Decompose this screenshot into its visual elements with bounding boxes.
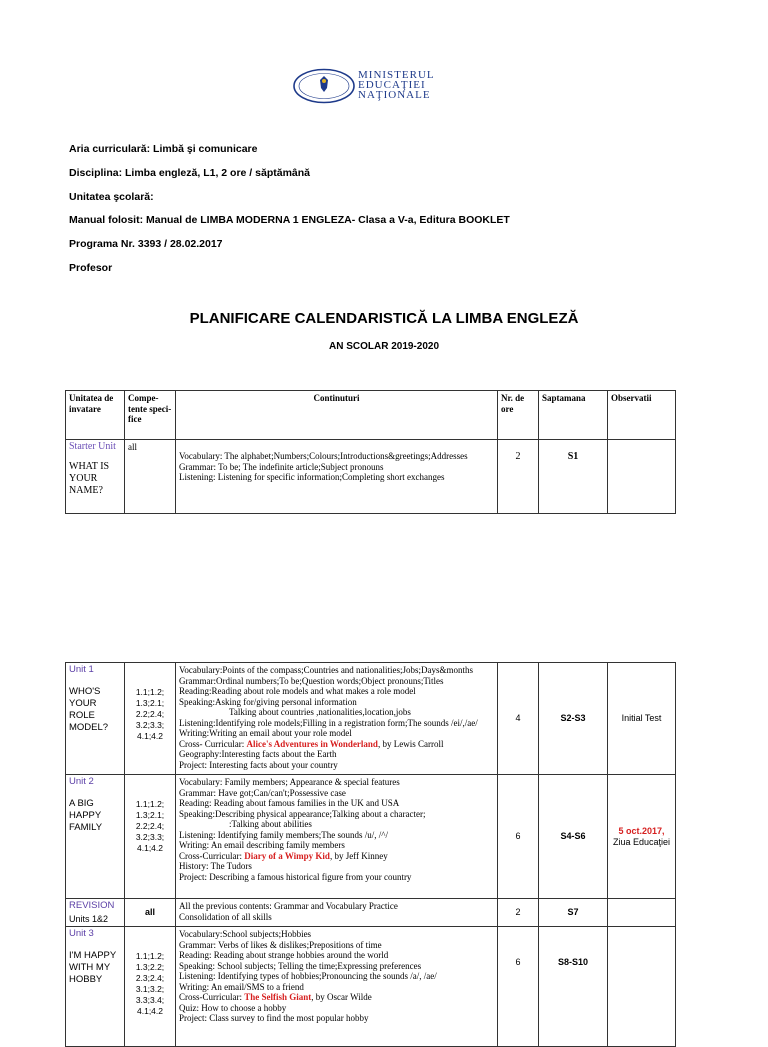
ministry-name	[358, 70, 435, 100]
planning-table-units	[65, 662, 676, 1047]
content-line: Vocabulary: Family members; Appearance & special features	[179, 777, 400, 787]
unit-title: WHAT IS YOUR NAME?	[69, 460, 110, 496]
ore-cell: 6	[498, 775, 539, 899]
content-line: History: The Tudors	[179, 861, 252, 871]
competenta: 3.2;3.3;	[135, 720, 165, 730]
observatii-cell	[608, 440, 676, 514]
content-line: Consolidation of all skills	[179, 911, 272, 922]
unit-name: Unit 3	[69, 928, 94, 939]
ore-cell: 6	[498, 927, 539, 1047]
competenta: 3.3;3.4;	[135, 995, 165, 1005]
aria-curriculara: Aria curriculară: Limbă şi comunicare	[69, 143, 258, 155]
competente-cell	[125, 663, 176, 775]
competenta: 3.2;3.3;	[135, 832, 165, 842]
ore-cell: 4	[498, 663, 539, 775]
content-line: All the previous contents: Grammar and Vocabulary Practice	[179, 901, 398, 911]
competente-cell: all	[125, 899, 176, 927]
competenta: 4.1;4.2	[137, 1006, 163, 1016]
content-line: Reading:Reading about role models and what makes a role model	[179, 686, 416, 696]
content-line: Speaking: School subjects; Telling the time;Expressing preferences	[179, 960, 422, 971]
content-line: Speaking:Describing physical appearance;Talking about a character;	[179, 808, 426, 819]
competenta: 3.1;3.2;	[135, 984, 165, 994]
unit-name: Unit 1	[69, 664, 94, 675]
unit-title: I'M HAPPY WITH MY HOBBY	[69, 949, 117, 985]
header-competente: Compe-tente speci-fice	[125, 391, 176, 440]
ore-cell: 2	[498, 899, 539, 927]
header-saptamana: Saptamana	[539, 391, 608, 440]
saptamana-cell: S4-S6	[539, 775, 608, 899]
cross-prefix: Cross- Curricular:	[179, 738, 247, 749]
content-cell	[176, 440, 498, 514]
manual-folosit: Manual folosit: Manual de LIMBA MODERNA 1 ENGLEZA- Clasa a V-a, Editura BOOKLET	[69, 214, 510, 226]
saptamana-cell: S2-S3	[539, 663, 608, 775]
header-nr-ore: Nr. de ore	[498, 391, 539, 440]
content-line: Listening: Identifying family members;The sounds /u/, /^/	[179, 829, 388, 840]
content-line: Quiz: How to choose a hobby	[179, 1002, 287, 1013]
cross-curricular-line	[179, 739, 494, 750]
unit-name: Starter Unit	[69, 441, 116, 452]
programa: Programa Nr. 3393 / 28.02.2017	[69, 238, 223, 250]
competente-cell: all	[125, 440, 176, 514]
observatii-cell: Initial Test	[608, 663, 676, 775]
unit-2-cell	[66, 775, 125, 899]
unit-name: REVISION	[69, 900, 115, 911]
cross-curricular-line	[179, 992, 494, 1003]
page-title: PLANIFICARE CALENDARISTICĂ LA LIMBA ENGLEZĂ	[189, 310, 579, 327]
unit-title: A BIG HAPPY FAMILY	[69, 797, 103, 833]
header-observatii: Observatii	[608, 391, 676, 440]
competenta: 1.3;2.2;	[135, 962, 165, 972]
ministry-line-3: NAŢIONALE	[358, 89, 431, 101]
content-line: Project: Describing a famous historical figure from your country	[179, 871, 412, 882]
content-line: Vocabulary:School subjects;Hobbies	[179, 929, 312, 939]
saptamana-cell: S1	[539, 440, 608, 514]
ore-cell: 2	[498, 440, 539, 514]
cross-title: The Selfish Giant	[244, 992, 312, 1002]
competenta: 2.2;2.4;	[135, 709, 165, 719]
header-unitatea: Unitatea de invatare	[66, 391, 125, 440]
ministry-line-2: EDUCAŢIEI	[358, 79, 426, 91]
cross-title: Diary of a Wimpy Kid	[244, 850, 330, 861]
content-line: Project: Class survey to find the most popular hobby	[179, 1013, 369, 1023]
header-continuturi: Continuturi	[176, 391, 498, 440]
school-year: AN SCOLAR 2019-2020	[328, 341, 440, 352]
observatii-cell	[608, 899, 676, 927]
competenta: 1.1;1.2;	[135, 687, 165, 697]
content-line: :Talking about abilities	[229, 819, 312, 829]
content-line: Vocabulary:Points of the compass;Countries and nationalities;Jobs;Days&months	[179, 665, 474, 675]
observatii-cell	[608, 927, 676, 1047]
content-line: Project: Interesting facts about your country	[179, 759, 338, 770]
cross-prefix: Cross-Curricular:	[179, 850, 245, 861]
content-line: Listening: Listening for specific information;Completing short exchanges	[179, 472, 445, 482]
cross-suffix: , by Lewis Carroll	[377, 738, 444, 749]
content-line: Geography:Interesting facts about the Earth	[179, 749, 337, 759]
observatii-text: Ziua Educaţiei	[612, 836, 671, 847]
content-line: Reading: Reading about famous families in the UK and USA	[179, 798, 400, 808]
planning-table-header	[65, 390, 676, 514]
competenta: 4.1;4.2	[137, 843, 163, 853]
ministry-seal-icon	[292, 68, 356, 104]
content-line: Writing: An email describing family members	[179, 840, 345, 850]
content-cell	[176, 663, 498, 775]
content-line: Talking about countries ,nationalities,location,jobs	[229, 707, 411, 717]
header-row	[66, 391, 676, 440]
content-line: Grammar:Ordinal numbers;To be;Question words;Object pronouns;Titles	[179, 675, 444, 686]
competente-cell	[125, 775, 176, 899]
profesor: Profesor	[69, 262, 113, 274]
unit-3-cell	[66, 927, 125, 1047]
competenta: 1.1;1.2;	[135, 799, 165, 809]
content-line: Grammar: Verbs of likes & dislikes;Prepositions of time	[179, 939, 382, 950]
content-line: Listening:Identifying role models;Filling in a registration form;The sounds /ei/,/ae/	[179, 717, 478, 728]
cross-curricular-line	[179, 851, 494, 862]
observatii-cell	[608, 775, 676, 899]
content-cell	[176, 927, 498, 1047]
saptamana-cell: S8-S10	[539, 927, 608, 1047]
cross-suffix: , by Jeff Kinney	[329, 850, 388, 861]
competente-cell	[125, 927, 176, 1047]
unit-title: WHO'S YOUR ROLE MODEL?	[69, 685, 109, 733]
table-row	[66, 440, 676, 514]
starter-unit-cell	[66, 440, 125, 514]
competenta: 2.3;2.4;	[135, 973, 165, 983]
unitatea-scolara: Unitatea şcolară:	[69, 191, 154, 203]
ministry-logo	[292, 68, 462, 104]
table-row	[66, 663, 676, 775]
content-line: Grammar: To be; The indefinite article;Subject pronouns	[179, 461, 384, 472]
content-line: Vocabulary: The alphabet;Numbers;Colours;Introductions&greetings;Addresses	[179, 451, 468, 461]
unit-title: Units 1&2	[69, 913, 109, 924]
content-line: Reading: Reading about strange hobbies around the world	[179, 950, 389, 960]
competenta: 4.1;4.2	[137, 731, 163, 741]
content-line: Speaking:Asking for/giving personal information	[179, 696, 357, 707]
table-row	[66, 899, 676, 927]
table-row	[66, 927, 676, 1047]
content-cell	[176, 775, 498, 899]
content-line: Writing: An email/SMS to a friend	[179, 981, 304, 992]
unit-1-cell	[66, 663, 125, 775]
competenta: 2.2;2.4;	[135, 821, 165, 831]
content-line: Listening: Identifying types of hobbies;Pronouncing the sounds /a/, /ae/	[179, 971, 437, 981]
disciplina: Disciplina: Limba engleză, L1, 2 ore / săptămână	[69, 167, 310, 179]
content-cell	[176, 899, 498, 927]
cross-suffix: , by Oscar Wilde	[311, 992, 372, 1002]
competenta: 1.1;1.2;	[135, 951, 165, 961]
table-row	[66, 775, 676, 899]
cross-title: Alice's Adventures in Wonderland	[246, 738, 378, 749]
saptamana-cell: S7	[539, 899, 608, 927]
content-line: Grammar: Have got;Can/can't;Possessive case	[179, 787, 346, 798]
ministry-line-1: MINISTERUL	[358, 69, 435, 81]
observatii-date: 5 oct.2017,	[618, 826, 665, 836]
competenta: 1.3;2.1;	[135, 810, 165, 820]
revision-cell	[66, 899, 125, 927]
cross-prefix: Cross-Curricular:	[179, 992, 245, 1002]
competenta: 1.3;2.1;	[135, 698, 165, 708]
unit-name: Unit 2	[69, 776, 94, 787]
content-line: Writing:Writing an email about your role model	[179, 728, 352, 738]
